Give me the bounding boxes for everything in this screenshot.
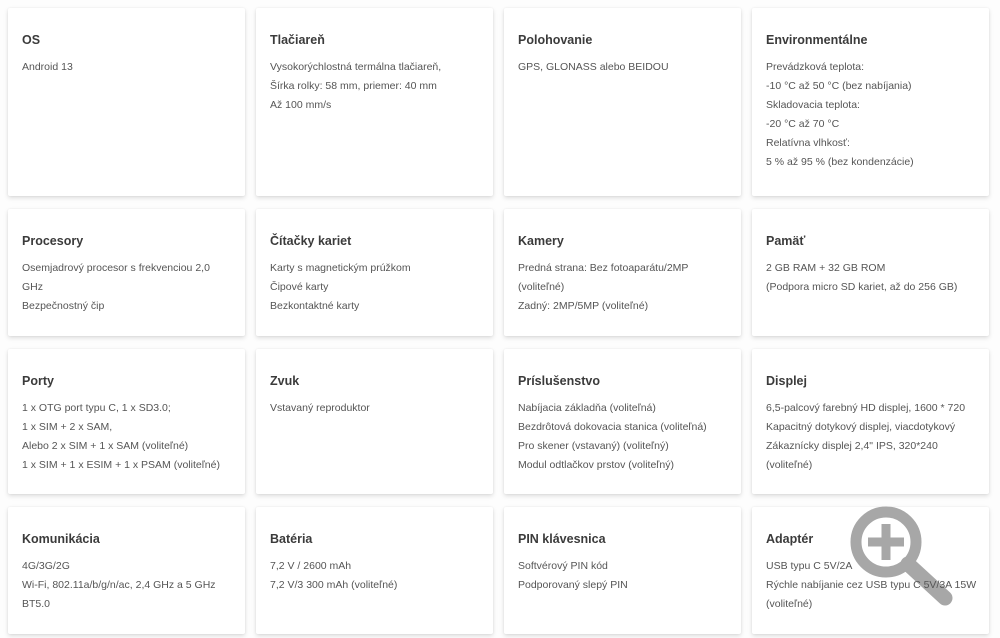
spec-card-body xyxy=(270,399,483,418)
spec-card-title: Displej xyxy=(766,374,807,388)
spec-card-cameras xyxy=(504,209,741,336)
spec-line: Prevádzková teplota: xyxy=(766,61,865,73)
spec-card-title: Batéria xyxy=(270,532,313,546)
spec-line: Bezdrôtová dokovacia stanica (voliteľná) xyxy=(518,421,707,433)
spec-card-body xyxy=(270,259,483,316)
spec-line: Vysokorýchlostná termálna tlačiareň, xyxy=(270,61,442,73)
spec-card-body xyxy=(518,58,731,77)
spec-card-title: Komunikácia xyxy=(22,532,100,546)
spec-line: Vstavaný reproduktor xyxy=(270,402,370,414)
spec-card-ports xyxy=(8,349,245,494)
spec-line: 6,5-palcový farebný HD displej, 1600 * 720 xyxy=(766,402,966,414)
spec-card-body xyxy=(22,58,235,77)
spec-card-body xyxy=(518,259,731,316)
spec-line: 7,2 V/3 300 mAh (voliteľné) xyxy=(270,579,398,591)
spec-card-sound xyxy=(256,349,493,494)
spec-line: USB typu C 5V/2A xyxy=(766,560,853,572)
spec-line: Kapacitný dotykový displej, viacdotykový xyxy=(766,421,956,433)
spec-line: Bezpečnostný čip xyxy=(22,300,105,312)
spec-card-communication xyxy=(8,507,245,634)
spec-line: Skladovacia teplota: xyxy=(766,99,860,111)
spec-card-accessories xyxy=(504,349,741,494)
spec-card-title: Porty xyxy=(22,374,54,388)
spec-card-body xyxy=(22,399,235,475)
spec-card-body xyxy=(766,399,979,475)
spec-line: Predná strana: Bez fotoaparátu/2MP xyxy=(518,262,689,274)
spec-line: Karty s magnetickým prúžkom xyxy=(270,262,411,274)
spec-card-body xyxy=(518,399,731,475)
spec-line: 7,2 V / 2600 mAh xyxy=(270,560,352,572)
spec-line: 2 GB RAM + 32 GB ROM xyxy=(766,262,886,274)
spec-card-body xyxy=(22,557,235,614)
spec-line: Alebo 2 x SIM + 1 x SAM (voliteľné) xyxy=(22,440,189,452)
spec-line: Zadný: 2MP/5MP (voliteľné) xyxy=(518,300,649,312)
spec-card-title: OS xyxy=(22,33,41,47)
spec-card-body xyxy=(270,557,483,595)
spec-line: Wi-Fi, 802.11a/b/g/n/ac, 2,4 GHz a 5 GHz xyxy=(22,579,216,591)
spec-card-body xyxy=(518,557,731,595)
spec-line: (voliteľné) xyxy=(766,598,813,610)
spec-card-title: Zvuk xyxy=(270,374,300,388)
spec-card-title: Tlačiareň xyxy=(270,33,325,47)
spec-card-battery xyxy=(256,507,493,634)
spec-line: Modul odtlačkov prstov (voliteľný) xyxy=(518,459,674,471)
spec-card-title: Polohovanie xyxy=(518,33,593,47)
spec-line: 1 x SIM + 1 x ESIM + 1 x PSAM (voliteľné) xyxy=(22,459,220,471)
spec-card-card-readers xyxy=(256,209,493,336)
spec-line: (Podpora micro SD kariet, až do 256 GB) xyxy=(766,281,958,293)
spec-line: GPS, GLONASS alebo BEIDOU xyxy=(518,61,669,73)
spec-line: BT5.0 xyxy=(22,598,51,610)
spec-line: Až 100 mm/s xyxy=(270,99,332,111)
spec-line: 1 x OTG port typu C, 1 x SD3.0; xyxy=(22,402,171,414)
spec-line: Softvérový PIN kód xyxy=(518,560,608,572)
spec-line: GHz xyxy=(22,281,43,293)
spec-line: -10 °C až 50 °C (bez nabíjania) xyxy=(766,80,912,92)
spec-card-title: Adaptér xyxy=(766,532,814,546)
spec-line: 1 x SIM + 2 x SAM, xyxy=(22,421,113,433)
spec-card-body xyxy=(22,259,235,316)
spec-line: 5 % až 95 % (bez kondenzácie) xyxy=(766,156,914,168)
spec-card-pin-pad xyxy=(504,507,741,634)
spec-card-body xyxy=(270,58,483,115)
spec-line: Bezkontaktné karty xyxy=(270,300,360,312)
spec-line: (voliteľné) xyxy=(518,281,565,293)
spec-line: Android 13 xyxy=(22,61,73,73)
spec-card-positioning xyxy=(504,8,741,196)
spec-card-display xyxy=(752,349,989,494)
spec-card-title: Príslušenstvo xyxy=(518,374,600,388)
spec-line: Podporovaný slepý PIN xyxy=(518,579,628,591)
spec-card-title: Kamery xyxy=(518,234,564,248)
spec-line: Pro skener (vstavaný) (voliteľný) xyxy=(518,440,669,452)
spec-line: Rýchle nabíjanie cez USB typu C 5V/3A 15W xyxy=(766,579,977,591)
spec-card-memory xyxy=(752,209,989,336)
spec-card-title: PIN klávesnica xyxy=(518,532,606,546)
spec-line: Zákaznícky displej 2,4" IPS, 320*240 xyxy=(766,440,938,452)
spec-line: Čipové karty xyxy=(270,281,329,293)
spec-card-title: Čítačky kariet xyxy=(270,234,352,248)
spec-card-title: Pamäť xyxy=(766,234,806,248)
spec-card-environmental xyxy=(752,8,989,196)
spec-card-processors xyxy=(8,209,245,336)
spec-line: 4G/3G/2G xyxy=(22,560,70,572)
spec-line: Nabíjacia základňa (voliteľná) xyxy=(518,402,656,414)
spec-card-title: Procesory xyxy=(22,234,84,248)
spec-card-printer xyxy=(256,8,493,196)
spec-card-title: Environmentálne xyxy=(766,33,868,47)
spec-line: (voliteľné) xyxy=(766,459,813,471)
spec-card-body xyxy=(766,58,979,172)
spec-line: Osemjadrový procesor s frekvenciou 2,0 xyxy=(22,262,210,274)
spec-card-os xyxy=(8,8,245,196)
spec-line: Relatívna vlhkosť: xyxy=(766,137,850,149)
spec-card-body xyxy=(766,557,979,614)
spec-card-body xyxy=(766,259,979,297)
spec-line: Šírka rolky: 58 mm, priemer: 40 mm xyxy=(270,80,437,92)
spec-line: -20 °C až 70 °C xyxy=(766,118,840,130)
